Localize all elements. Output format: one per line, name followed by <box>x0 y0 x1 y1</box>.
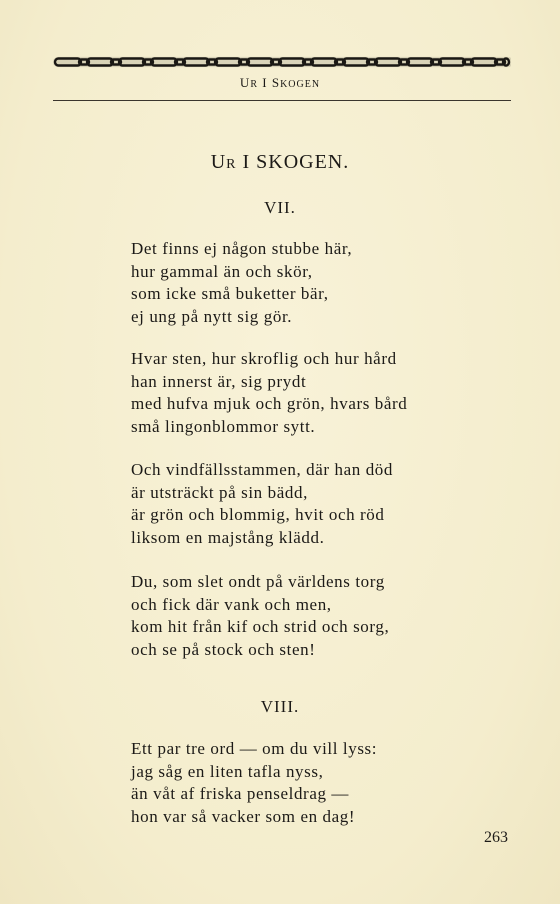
verse-line: jag såg en liten tafla nyss, <box>131 761 324 781</box>
running-head: UR I SKOGEN <box>239 75 321 90</box>
verse-line: hur gammal än och skör, <box>131 261 313 281</box>
verse-line: små lingonblommor sytt. <box>131 416 316 436</box>
stanza <box>131 571 491 661</box>
verse-line: är grön och blommig, hvit och röd <box>131 505 385 524</box>
section-number: VII. <box>264 198 296 217</box>
verse-line: Hvar sten, hur skroflig och hur hård <box>131 349 397 368</box>
verse-line: Och vindfällsstammen, där han död <box>131 460 393 479</box>
verse-line: hon var så vacker som en dag! <box>131 806 356 826</box>
stanza <box>131 238 491 328</box>
stanza <box>131 738 491 828</box>
verse-line: Du, som slet ondt på världens torg <box>131 572 385 591</box>
section-number: VIII. <box>260 697 300 716</box>
verse-line: än våt af friska penseldrag — <box>131 784 350 803</box>
stanza <box>131 348 491 438</box>
page-number: 263 <box>484 829 508 846</box>
verse-line: och fick där vank och men, <box>131 594 332 614</box>
verse-line: och se på stock och sten! <box>131 639 316 659</box>
decorative-chain-border <box>53 56 511 68</box>
verse-line: Det finns ej någon stubbe här, <box>131 239 353 258</box>
verse-line: är utsträckt på sin bädd, <box>131 482 308 502</box>
stanza <box>131 459 491 549</box>
verse-line: med hufva mjuk och grön, hvars bård <box>131 394 408 413</box>
verse-line: ej ung på nytt sig gör. <box>131 306 293 326</box>
poem-title: UR I SKOGEN. <box>210 151 350 173</box>
header-rule <box>53 100 511 101</box>
verse-line: han innerst är, sig prydt <box>131 371 307 391</box>
verse-line: Ett par tre ord — om du vill lyss: <box>131 739 378 758</box>
verse-line: liksom en majstång klädd. <box>131 527 325 547</box>
verse-line: som icke små buketter bär, <box>131 284 329 303</box>
verse-line: kom hit från kif och strid och sorg, <box>131 617 390 636</box>
